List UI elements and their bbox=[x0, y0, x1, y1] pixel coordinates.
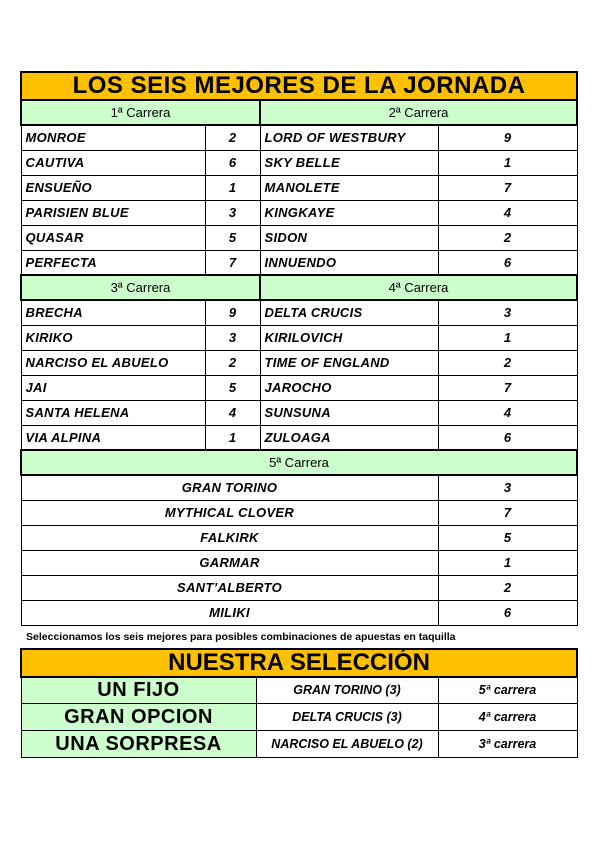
table-row bbox=[21, 200, 577, 225]
horse-name: FALKIRK bbox=[21, 525, 438, 550]
horse-name: SUNSUNA bbox=[260, 400, 438, 425]
table-row bbox=[21, 500, 577, 525]
table-row bbox=[21, 250, 577, 275]
horse-name: MILIKI bbox=[21, 600, 438, 625]
horse-name: LORD OF WESTBURY bbox=[260, 125, 438, 150]
horse-number: 3 bbox=[438, 475, 577, 500]
race-4-header: 4ª Carrera bbox=[260, 275, 577, 300]
table-row bbox=[21, 400, 577, 425]
selection-row bbox=[21, 731, 577, 758]
horse-number: 9 bbox=[205, 300, 260, 325]
selection-race: 5ª carrera bbox=[438, 677, 577, 704]
horse-number: 4 bbox=[205, 400, 260, 425]
horse-name: SKY BELLE bbox=[260, 150, 438, 175]
selection-body bbox=[21, 677, 577, 758]
horse-number: 6 bbox=[438, 600, 577, 625]
table-row bbox=[21, 475, 577, 500]
horse-number: 4 bbox=[438, 200, 577, 225]
horse-name: QUASAR bbox=[21, 225, 205, 250]
horse-name: CAUTIVA bbox=[21, 150, 205, 175]
selection-horse: NARCISO EL ABUELO (2) bbox=[256, 731, 438, 758]
horse-name: MONROE bbox=[21, 125, 205, 150]
table-row bbox=[21, 225, 577, 250]
horse-number: 1 bbox=[205, 175, 260, 200]
horse-name: KIRIKO bbox=[21, 325, 205, 350]
table-row bbox=[21, 300, 577, 325]
horse-name: VIA ALPINA bbox=[21, 425, 205, 450]
horse-name: JAROCHO bbox=[260, 375, 438, 400]
table-row bbox=[21, 600, 577, 625]
horse-number: 3 bbox=[205, 325, 260, 350]
selection-race: 3ª carrera bbox=[438, 731, 577, 758]
horse-number: 9 bbox=[438, 125, 577, 150]
selection-horse: GRAN TORINO (3) bbox=[256, 677, 438, 704]
selection-label: UNA SORPRESA bbox=[21, 731, 256, 758]
horse-name: DELTA CRUCIS bbox=[260, 300, 438, 325]
table-row bbox=[21, 325, 577, 350]
horse-number: 5 bbox=[438, 525, 577, 550]
race-3-header: 3ª Carrera bbox=[21, 275, 260, 300]
horse-number: 2 bbox=[205, 350, 260, 375]
selection-note: Seleccionamos los seis mejores para posibles combinaciones de apuestas en taquilla bbox=[26, 630, 456, 643]
horse-name: GRAN TORINO bbox=[21, 475, 438, 500]
races-1-2-body bbox=[21, 125, 577, 275]
selection-label: UN FIJO bbox=[21, 677, 256, 704]
horse-number: 6 bbox=[438, 250, 577, 275]
table-row bbox=[21, 150, 577, 175]
selection-label: GRAN OPCION bbox=[21, 704, 256, 731]
race-5-body bbox=[21, 475, 577, 625]
horse-name: BRECHA bbox=[21, 300, 205, 325]
horse-number: 5 bbox=[205, 375, 260, 400]
table-row bbox=[21, 575, 577, 600]
horse-number: 7 bbox=[438, 175, 577, 200]
horse-number: 1 bbox=[438, 150, 577, 175]
selection-race: 4ª carrera bbox=[438, 704, 577, 731]
horse-number: 1 bbox=[438, 325, 577, 350]
horse-number: 1 bbox=[205, 425, 260, 450]
horse-number: 3 bbox=[438, 300, 577, 325]
table-row bbox=[21, 425, 577, 450]
horse-number: 2 bbox=[205, 125, 260, 150]
selection-row bbox=[21, 677, 577, 704]
selection-title: NUESTRA SELECCIÓN bbox=[21, 649, 577, 677]
page-title: LOS SEIS MEJORES DE LA JORNADA bbox=[21, 72, 577, 100]
horse-name: MANOLETE bbox=[260, 175, 438, 200]
horse-number: 1 bbox=[438, 550, 577, 575]
horse-number: 2 bbox=[438, 350, 577, 375]
horse-number: 7 bbox=[205, 250, 260, 275]
horse-name: TIME OF ENGLAND bbox=[260, 350, 438, 375]
races-table bbox=[20, 71, 578, 648]
horse-number: 2 bbox=[438, 575, 577, 600]
table-row bbox=[21, 525, 577, 550]
horse-number: 7 bbox=[438, 500, 577, 525]
table-row bbox=[21, 550, 577, 575]
race-1-header: 1ª Carrera bbox=[21, 100, 260, 125]
table-row bbox=[21, 125, 577, 150]
horse-number: 7 bbox=[438, 375, 577, 400]
horse-name: PARISIEN BLUE bbox=[21, 200, 205, 225]
horse-name: ZULOAGA bbox=[260, 425, 438, 450]
horse-number: 3 bbox=[205, 200, 260, 225]
horse-name: SIDON bbox=[260, 225, 438, 250]
table-row bbox=[21, 175, 577, 200]
horse-number: 5 bbox=[205, 225, 260, 250]
races-3-4-body bbox=[21, 300, 577, 450]
horse-name: MYTHICAL CLOVER bbox=[21, 500, 438, 525]
selection-row bbox=[21, 704, 577, 731]
horse-name: INNUENDO bbox=[260, 250, 438, 275]
horse-name: JAI bbox=[21, 375, 205, 400]
horse-name: KINGKAYE bbox=[260, 200, 438, 225]
horse-number: 6 bbox=[205, 150, 260, 175]
horse-name: NARCISO EL ABUELO bbox=[21, 350, 205, 375]
horse-name: SANTA HELENA bbox=[21, 400, 205, 425]
race-5-header: 5ª Carrera bbox=[21, 450, 577, 475]
horse-name: SANT’ALBERTO bbox=[21, 575, 438, 600]
selection-table bbox=[20, 648, 578, 759]
table-row bbox=[21, 375, 577, 400]
race-2-header: 2ª Carrera bbox=[260, 100, 577, 125]
horse-name: GARMAR bbox=[21, 550, 438, 575]
horse-number: 2 bbox=[438, 225, 577, 250]
horse-name: PERFECTA bbox=[21, 250, 205, 275]
document bbox=[20, 71, 576, 758]
horse-number: 4 bbox=[438, 400, 577, 425]
selection-horse: DELTA CRUCIS (3) bbox=[256, 704, 438, 731]
horse-name: ENSUEÑO bbox=[21, 175, 205, 200]
horse-name: KIRILOVICH bbox=[260, 325, 438, 350]
table-row bbox=[21, 350, 577, 375]
horse-number: 6 bbox=[438, 425, 577, 450]
